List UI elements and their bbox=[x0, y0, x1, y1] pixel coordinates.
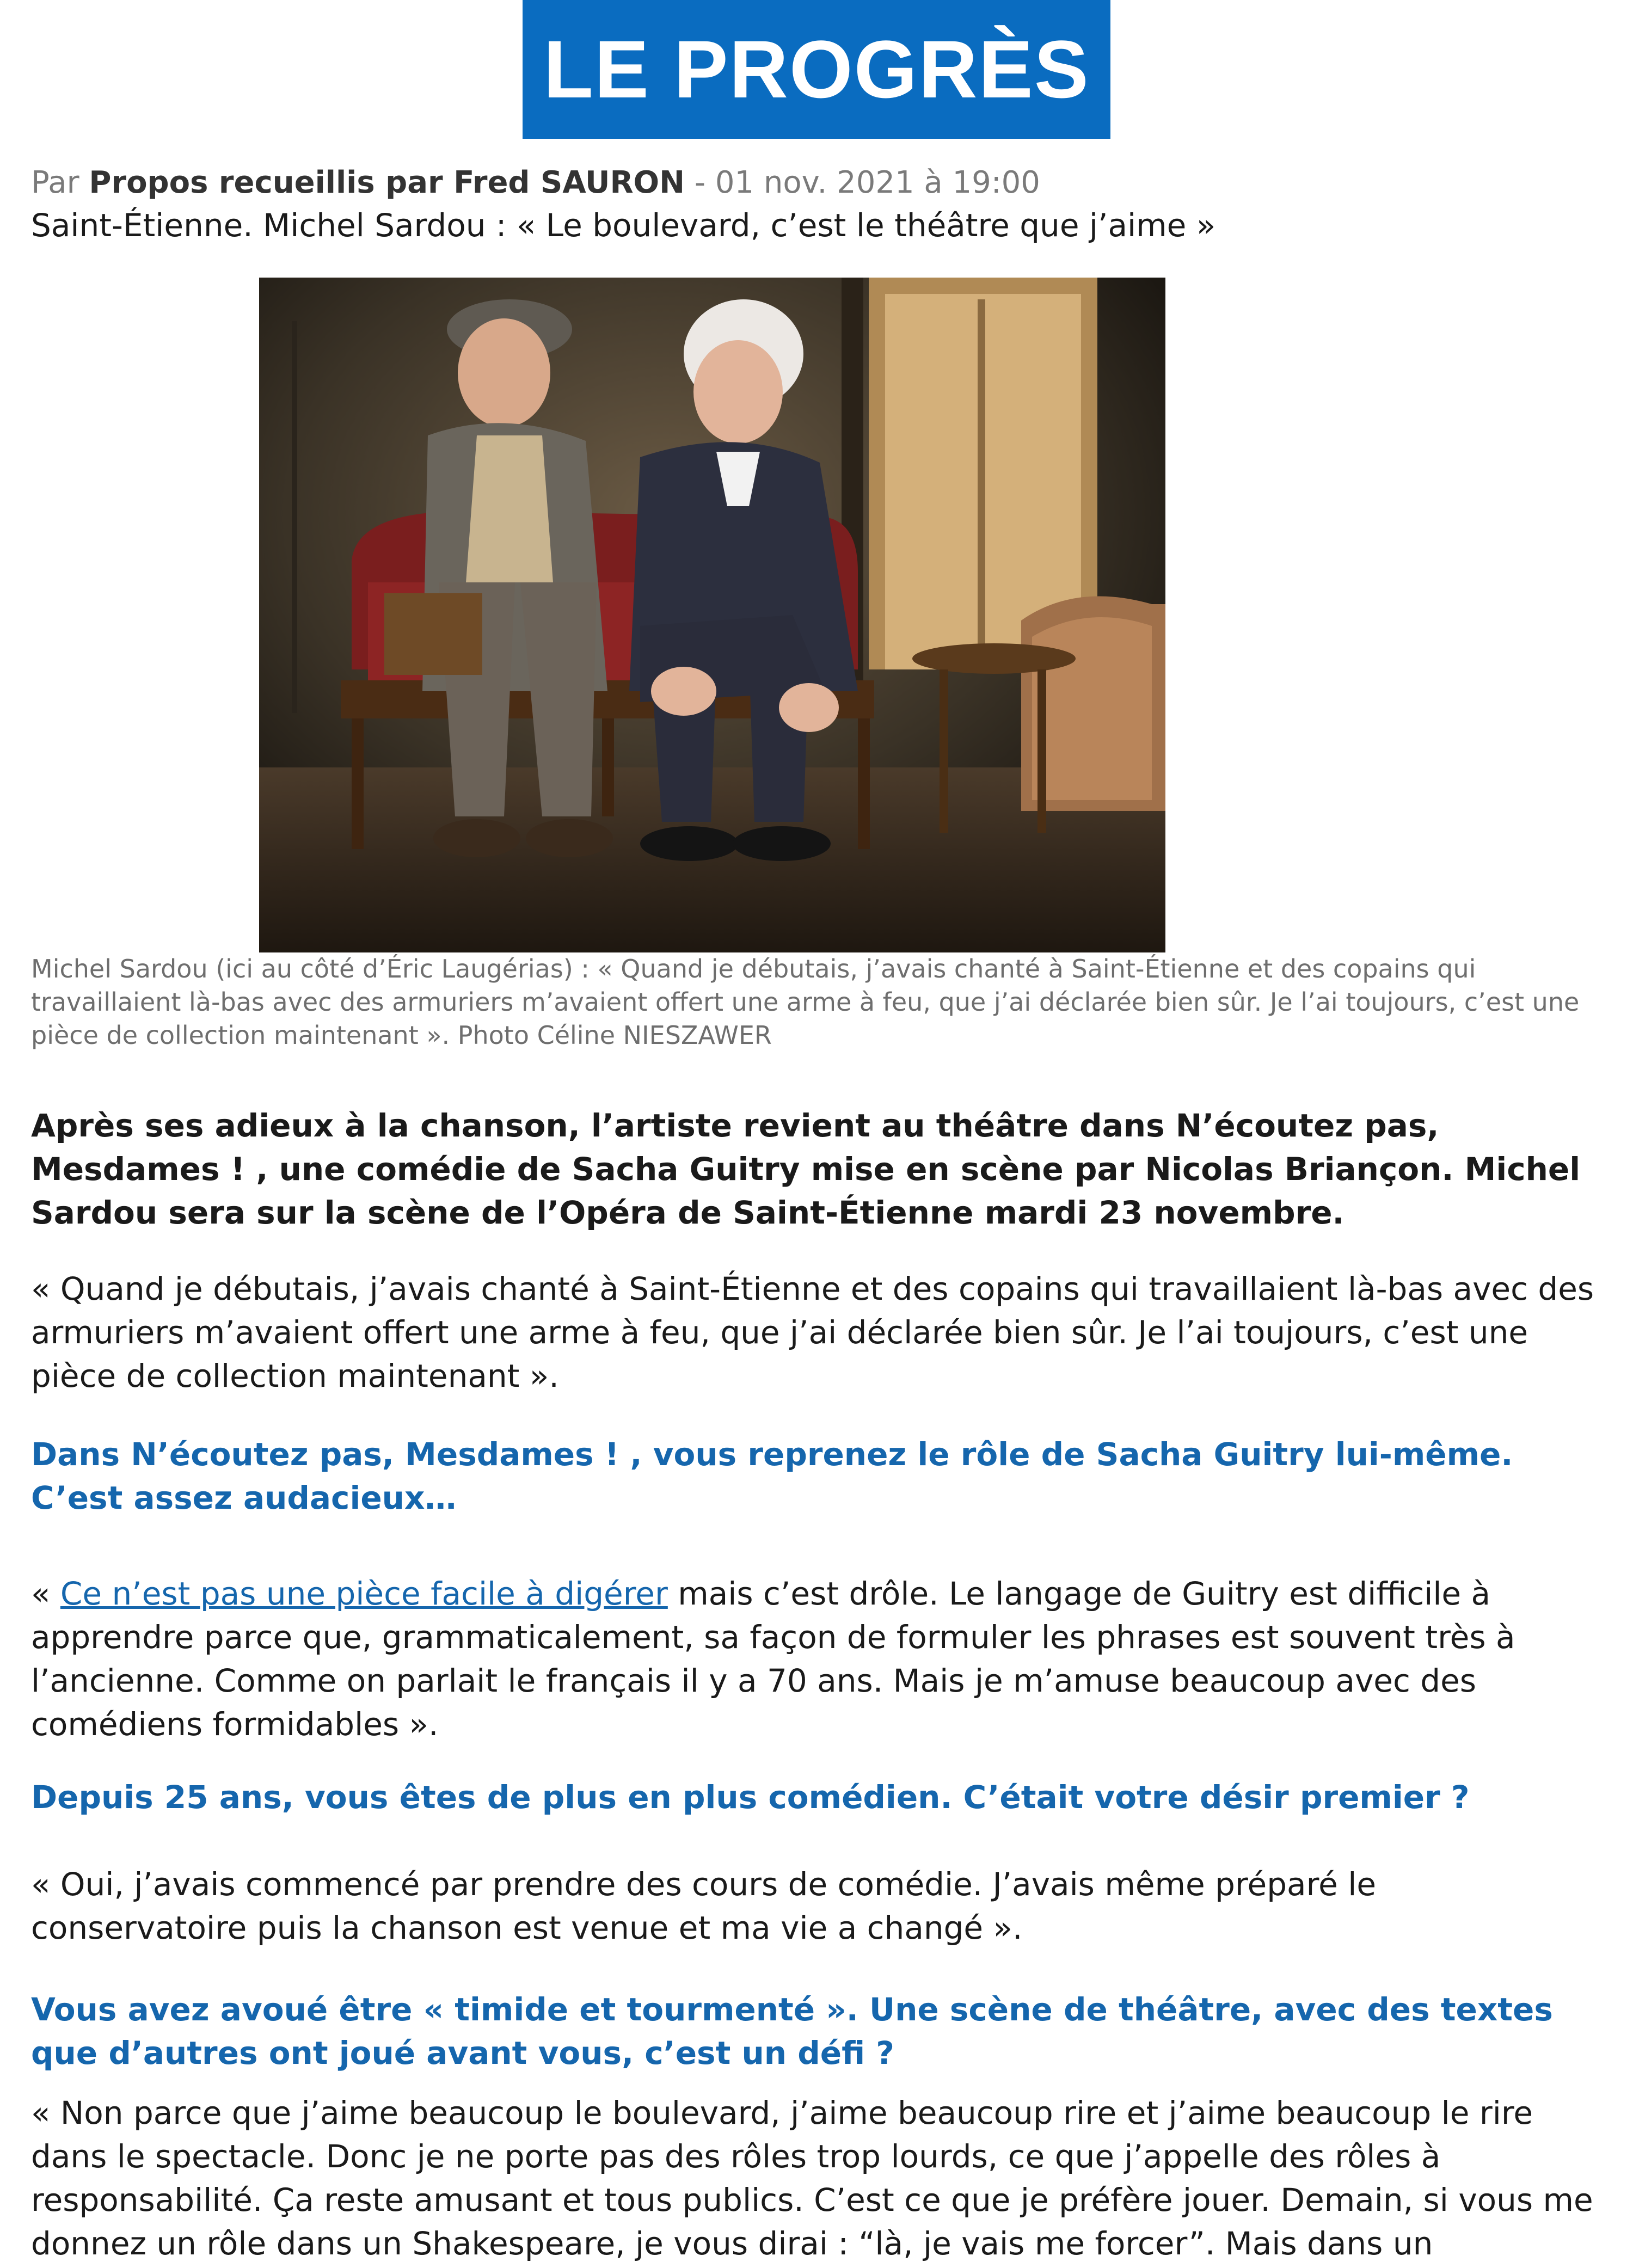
byline-prefix: Par bbox=[31, 165, 79, 200]
byline-date: - 01 nov. 2021 à 19:00 bbox=[694, 165, 1040, 200]
paragraph-2-open: « bbox=[31, 1575, 60, 1612]
stage-scene-illustration bbox=[259, 278, 1165, 952]
photo-caption: Michel Sardou (ici au côté d’Éric Laugérias) : « Quand je débutais, j’avais chanté à Saint-Étienne et des copains qui travaillaient là-bas avec des armuriers m’avaient offert une arme à feu, que j’ai déclarée bien sûr. Je l’ai toujours, c’est une pièce de collection maintenant ». Photo Céline NIESZAWER bbox=[31, 954, 1580, 1050]
article-link[interactable]: Ce n’est pas une pièce facile à digérer bbox=[60, 1575, 668, 1612]
article-photo bbox=[259, 278, 1165, 952]
question-1: Dans N’écoutez pas, Mesdames ! , vous reprenez le rôle de Sacha Guitry lui-même. C’est assez audacieux… bbox=[31, 1436, 1513, 1516]
logo-text: LE PROGRÈS bbox=[543, 23, 1090, 115]
paragraph-3: « Oui, j’avais commencé par prendre des cours de comédie. J’avais même préparé le conservatoire puis la chanson est venue et ma vie a changé ». bbox=[31, 1866, 1377, 1946]
le-progres-logo[interactable] bbox=[523, 0, 1110, 139]
paragraph-1: « Quand je débutais, j’avais chanté à Saint-Étienne et des copains qui travaillaient là-bas avec des armuriers m’avaient offert une arme à feu, que j’ai déclarée bien sûr. Je l’ai toujours, c’est une pièce de collection maintenant ». bbox=[31, 1270, 1594, 1394]
article-headline: Saint-Étienne. Michel Sardou : « Le boulevard, c’est le théâtre que j’aime » bbox=[31, 207, 1216, 244]
paragraph-2-rest: mais c’est drôle. Le langage de Guitry est difficile à apprendre parce que, grammaticalement, sa façon de formuler les phrases est souvent très à l’ancienne. Comme on parlait le français il y a 70 ans. Mais je m’amuse beaucoup avec des comédiens formidables ». bbox=[31, 1575, 1515, 1743]
byline-author: Propos recueillis par Fred SAURON bbox=[89, 165, 685, 200]
byline bbox=[31, 165, 1040, 200]
paragraph-2 bbox=[31, 1572, 1599, 1746]
question-2: Depuis 25 ans, vous êtes de plus en plus comédien. C’était votre désir premier ? bbox=[31, 1779, 1470, 1816]
paragraph-4: « Non parce que j’aime beaucoup le boulevard, j’aime beaucoup rire et j’aime beaucoup le rire dans le spectacle. Donc je ne porte pas des rôles trop lourds, ce que j’appelle des rôles à responsabilité. Ça reste amusant et tous publics. C’est ce que je préfère jouer. Demain, si vous me donnez un rôle dans un Shakespeare, je vous dirai : “là, je vais me forcer”. Mais dans un bbox=[31, 2094, 1593, 2262]
question-3: Vous avez avoué être « timide et tourmenté ». Une scène de théâtre, avec des textes que d’autres ont joué avant vous, c’est un défi ? bbox=[31, 1991, 1553, 2072]
article-lead: Après ses adieux à la chanson, l’artiste revient au théâtre dans N’écoutez pas, Mesdames ! , une comédie de Sacha Guitry mise en scène par Nicolas Briançon. Michel Sardou sera sur la scène de l’Opéra de Saint-Étienne mardi 23 novembre. bbox=[31, 1107, 1581, 1231]
